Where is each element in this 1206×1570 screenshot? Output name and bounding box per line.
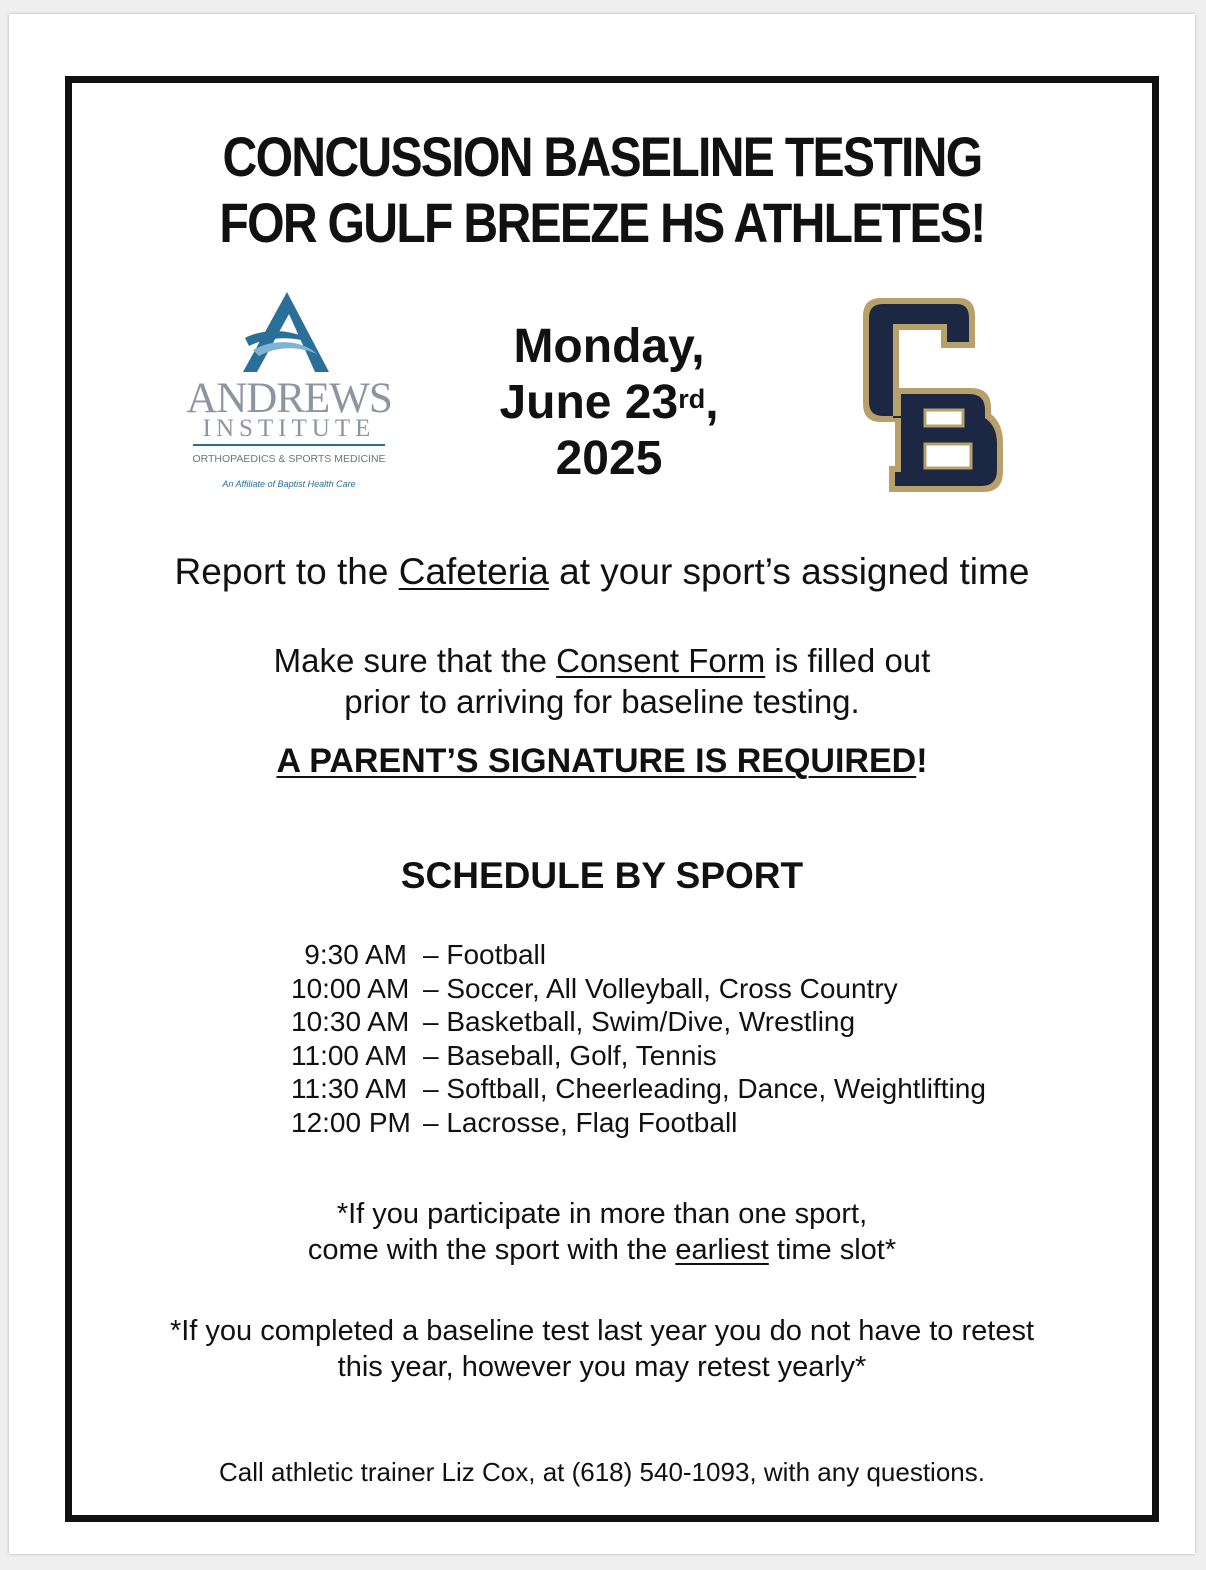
earliest-text: earliest	[675, 1234, 769, 1266]
contact-line: Call athletic trainer Liz Cox, at (618) 540-1093, with any questions.	[219, 1457, 985, 1487]
gb-letters-icon	[859, 296, 1007, 494]
andrews-institute-text: INSTITUTE	[202, 415, 376, 442]
parent-signature-notice: A PARENT’S SIGNATURE IS REQUIRED!	[276, 742, 928, 780]
date-weekday: Monday,	[513, 320, 705, 373]
andrews-name-text: ANDREWS	[186, 375, 392, 422]
consent-form-text: Consent Form	[556, 642, 766, 679]
schedule-row: 9:30 AM – Football	[304, 939, 546, 970]
schedule-list	[291, 938, 986, 1139]
schedule-row: 10:30 AM – Basketball, Swim/Dive, Wrestling	[291, 1006, 856, 1037]
cafeteria-text: Cafeteria	[398, 551, 549, 592]
flyer-title	[92, 124, 1112, 256]
date-year: 2025	[555, 432, 663, 485]
title-line-2: FOR GULF BREEZE HS ATHLETES!	[219, 191, 985, 254]
andrews-tagline-text: ORTHOPAEDICS & SPORTS MEDICINE	[192, 453, 386, 465]
schedule-row: 10:00 AM – Soccer, All Volleyball, Cross Country	[291, 972, 898, 1004]
andrews-institute-logo	[177, 288, 403, 494]
retest-note: *If you completed a baseline test last year you do not have to retest this year, however you may retest yearly*	[169, 1315, 1035, 1383]
event-date	[469, 319, 749, 487]
schedule-heading: SCHEDULE BY SPORT	[400, 855, 804, 896]
schedule-row: 12:00 PM – Lacrosse, Flag Football	[291, 1106, 738, 1138]
consent-line-1: Make sure that the Consent Form is filled out	[273, 642, 931, 679]
schedule-row: 11:30 AM – Softball, Cheerleading, Dance, Weightlifting	[291, 1073, 986, 1104]
gulf-breeze-gb-logo	[859, 296, 1007, 494]
title-line-1: CONCUSSION BASELINE TESTING	[222, 125, 982, 188]
multi-sport-note: *If you participate in more than one sport, come with the sport with the earliest time slot*	[307, 1198, 897, 1266]
flyer-page	[9, 14, 1195, 1554]
andrews-affiliate-text: An Affiliate of Baptist Health Care	[222, 479, 356, 489]
date-month-day: June 23rd,	[499, 376, 719, 429]
schedule-row: 11:00 AM – Baseball, Golf, Tennis	[291, 1039, 717, 1071]
andrews-a-icon	[177, 288, 403, 494]
consent-line-2: prior to arriving for baseline testing.	[344, 683, 860, 720]
report-location-line: Report to the Cafeteria at your sport’s assigned time	[174, 551, 1030, 592]
consent-instructions	[9, 640, 1195, 722]
